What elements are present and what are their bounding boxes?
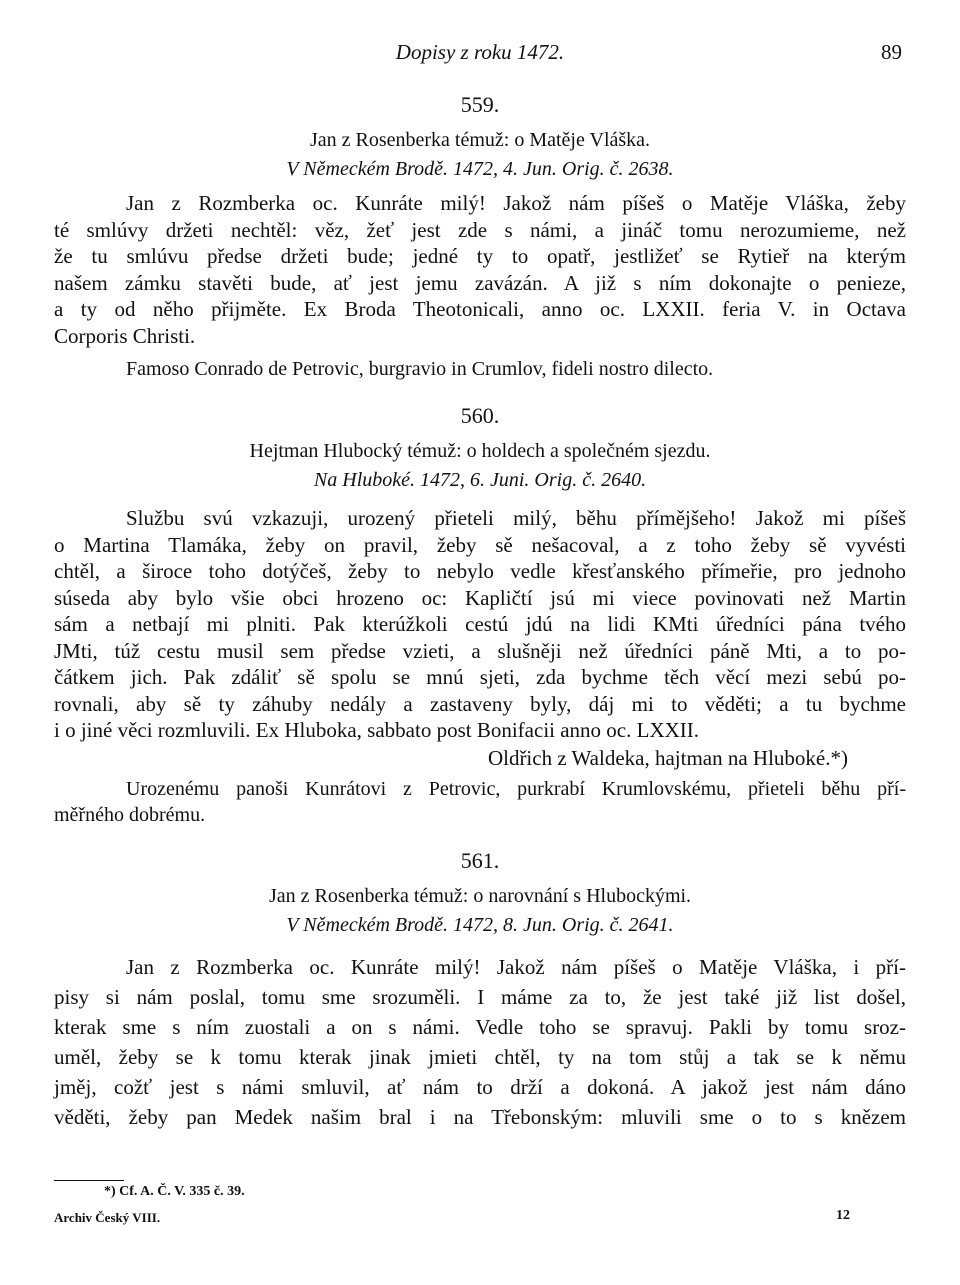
body-line: čátkem jich. Pak zdáliť sě spolu se mnú sjeti, zda bychme těch věcí mezi sebú po- [54,665,906,689]
address-line: měřného dobrému. [54,803,206,826]
letter-body [54,952,906,1132]
page-number: 89 [881,40,902,64]
letter-560 [54,401,906,828]
body-line: Corporis Christi. [54,323,196,348]
body-line: věděti, žeby pan Medek našim bral i na Třebonským: mluvili sme o to s knězem [54,1104,906,1129]
letter-meta: V Německém Brodě. 1472, 4. Jun. Orig. č. 2638. [286,158,674,180]
signature: Oldřich z Waldeka, hajtman na Hluboké.*) [487,745,848,770]
body-line: že tu smlúvu předse držeti bude; jedné ty to opatř, jestližeť se Rytieř na kterým [54,244,906,268]
letter-address: Famoso Conrado de Petrovic, burgravio in Crumlov, fideli nostro dilecto. [126,358,714,380]
footnote: *) Cf. A. Č. V. 335 č. 39. [104,1184,245,1199]
page-content [54,90,906,1132]
body-line: chtěl, a široce toho dotýčeš, žeby to nebylo vedle křesťanského přímeřie, pro jednoho [54,559,906,583]
body-line: o Martina Tlamáka, žeby on pravil, žeby sě nešacoval, a z toho žeby sě vyvésti [54,532,906,557]
letter-meta: V Německém Brodě. 1472, 8. Jun. Orig. č. 2641. [286,913,674,936]
letter-address [54,776,906,828]
body-line: uměl, žeby se k tomu kterak jinak jmieti chtěl, ty na tom stůj a tak se k němu [54,1044,906,1069]
body-line: kterak sme s ním zuostali a on s námi. Vedle toho se spravuj. Pakli by tomu sroz- [54,1014,906,1039]
address-line: Urozenému panoši Kunrátovi z Petrovic, purkrabí Krumlovskému, přieteli běhu pří- [126,777,906,800]
letter-body [54,190,906,349]
letter-561 [54,846,906,1132]
footnote-rule [54,1180,124,1181]
body-line: našem zámku stavěti bude, ať jest jemu zavázán. A již s ním dokonajte o penieze, [54,270,906,295]
body-line: a ty od něho přijměte. Ex Broda Theotonicali, anno oc. LXXII. feria V. in Octava [54,297,906,321]
sheet-number: 12 [836,1208,850,1223]
signature-mark: Archiv Český VIII. [54,1210,161,1225]
body-line: pisy si nám poslal, tomu sme srozuměli. I máme za to, že jest také již list došel, [54,984,906,1009]
running-title: Dopisy z roku 1472. [395,40,565,64]
letter-559 [54,90,906,383]
letter-number: 559. [460,92,500,117]
body-line: sám a netbají mi plniti. Pak kterúžkoli cestú jdú na lidi KMti úředníci pána tvého [54,612,906,636]
body-line: JMti, túž cestu musil sem předse vzieti, a slušněji než úředníci páně Mti, a to po- [54,638,906,663]
body-line: rovnali, aby sě ty záhuby nedály a zastaveny byly, dáj mi to věděti; a tu bychme [54,691,906,716]
body-line: té smlúvy držeti nechtěl: věz, žeť jest zde s námi, a jináč tomu nerozumieme, než [54,217,906,242]
body-line: súseda aby bylo všie obci hrozeno oc: Kapličtí jsú mi viece povinovati než Martin [54,585,906,610]
body-line: Jan z Rozmberka oc. Kunráte milý! Jakož nám píšeš o Matěje Vláška, i pří- [126,954,906,979]
letter-number: 560. [460,403,500,428]
body-line: i o jiné věci rozmluvili. Ex Hluboka, sabbato post Bonifacii anno oc. LXXII. [54,718,700,742]
body-line: jměj, cožť jest s námi smluvil, ať nám to drží a dokoná. A jakož jest nám dáno [54,1074,906,1099]
letter-body [54,505,906,744]
body-line: Službu svú vzkazuji, urozený přieteli milý, běhu přímějšeho! Jakož mi píšeš [126,506,906,530]
letter-subject: Jan z Rosenberka témuž: o Matěje Vláška. [309,129,651,151]
letter-subject: Jan z Rosenberka témuž: o narovnání s Hlubockými. [268,884,692,907]
letter-meta: Na Hluboké. 1472, 6. Juni. Orig. č. 2640. [313,469,647,491]
letter-number: 561. [460,847,500,873]
letter-subject: Hejtman Hlubocký témuž: o holdech a společném sjezdu. [249,440,711,462]
body-line: Jan z Rozmberka oc. Kunráte milý! Jakož nám píšeš o Matěje Vláška, žeby [126,191,906,215]
